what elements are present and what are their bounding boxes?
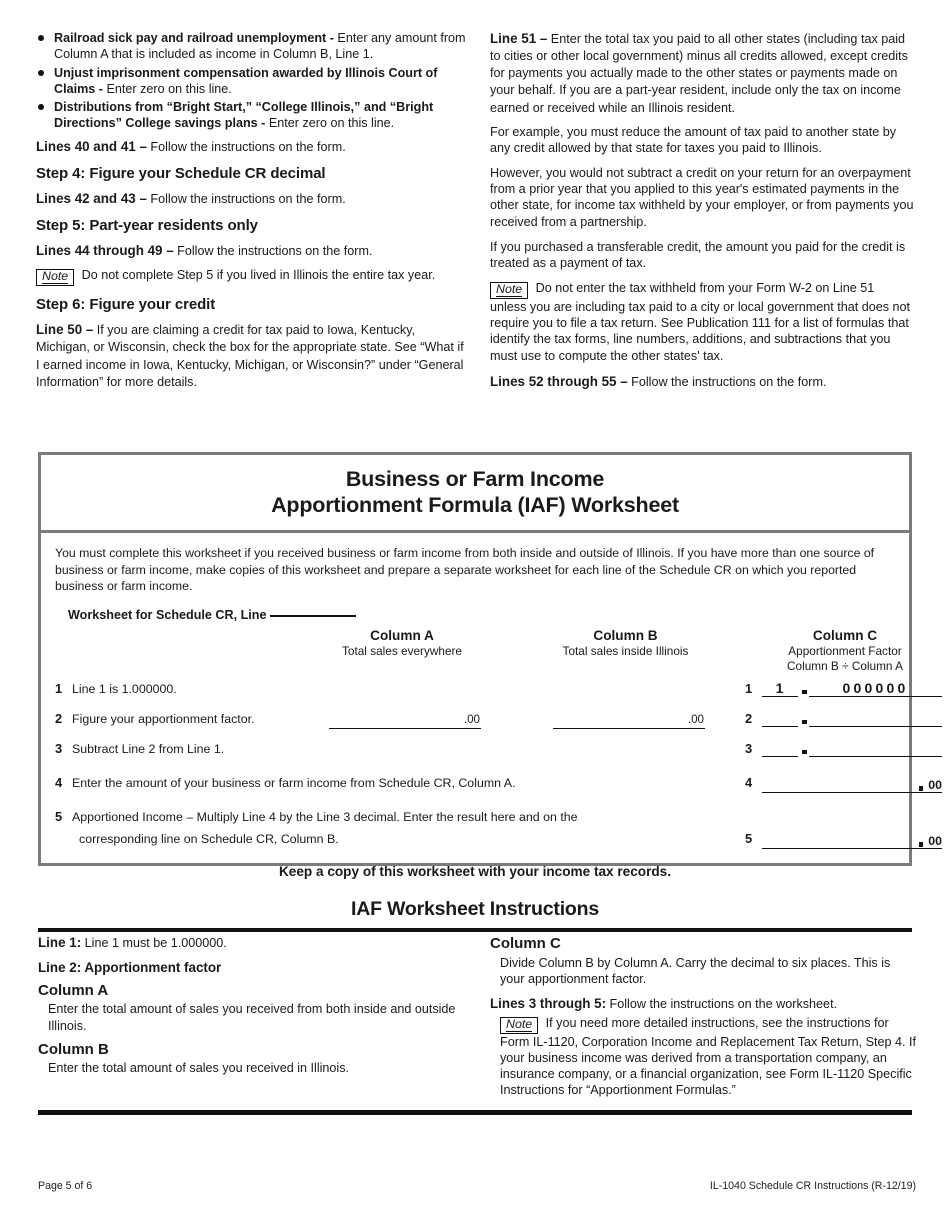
right-instruction-column: [490, 30, 914, 398]
worksheet-schedule-line-text: Worksheet for Schedule CR, Line: [68, 607, 267, 622]
instr-column-a-text: Enter the total amount of sales you received from both inside and outside Illinois.: [48, 1002, 456, 1033]
row-2-label: Figure your apportionment factor.: [72, 711, 255, 726]
worksheet-title: [41, 455, 909, 533]
row-5-label-line-2: corresponding line on Schedule CR, Column B.: [79, 831, 339, 846]
row-1-number: 1: [55, 680, 63, 696]
worksheet-row-1: [55, 678, 909, 708]
instr-note: [500, 1015, 918, 1099]
row-3-label: Subtract Line 2 from Line 1.: [72, 741, 225, 756]
bullet-text: Enter any amount from Column A that is included as income in Column B, Line 1.: [54, 31, 466, 62]
row-2-col-c-number: 2: [745, 710, 753, 726]
line-51-transferable-paragraph: If you purchased a transferable credit, the amount you paid for the credit is treated as a payment of tax.: [490, 239, 906, 270]
lines-52-55-lead: Lines 52 through 55 –: [490, 373, 628, 389]
worksheet-title-line-2: Apportionment Formula (IAF) Worksheet: [271, 493, 679, 518]
note-w2: [490, 280, 914, 364]
lines-52-55-text: Follow the instructions on the form.: [627, 374, 827, 389]
bullet-text: Enter zero on this line.: [103, 81, 232, 96]
lines-40-41-lead: Lines 40 and 41 –: [36, 138, 147, 154]
page-bottom-rule: [38, 1110, 912, 1115]
iaf-instructions-columns: [38, 934, 918, 1099]
instr-lines-3-5-lead: Lines 3 through 5:: [490, 996, 607, 1012]
decimal-point-icon: [802, 720, 807, 725]
step-6-heading: Step 6: Figure your credit: [36, 296, 216, 314]
bullet-dot-icon: [38, 35, 44, 41]
worksheet-row-3: [55, 738, 895, 768]
instr-column-b-text: Enter the total amount of sales you received in Illinois.: [48, 1061, 350, 1076]
bullet-dot-icon: [38, 104, 44, 110]
footer-page-number: Page 5 of 6: [38, 1180, 93, 1192]
iaf-instructions-top-rule: [38, 928, 912, 932]
row-1-col-c-whole[interactable]: 1: [762, 680, 798, 697]
note-badge-label: Note: [506, 1016, 533, 1031]
row-4-number: 4: [55, 774, 63, 790]
worksheet-schedule-line-label: [68, 608, 895, 622]
row-3-col-c-field[interactable]: [762, 738, 942, 760]
row-4-col-c-field[interactable]: [762, 774, 942, 793]
line-50-text: If you are claiming a credit for tax paid to Iowa, Kentucky, Michigan, or Wisconsin, check the box for the appropriate state. See “What if I earned income in Iowa, Kentucky, Michigan, or Wisconsin?” under “General Information” for more details.: [36, 323, 464, 389]
decimal-point-icon: [802, 750, 807, 755]
row-5-cents: 00: [928, 833, 942, 848]
column-b-header: [523, 628, 728, 659]
row-5-col-c-number: 5: [745, 830, 753, 846]
row-2-col-b-field[interactable]: .00: [553, 713, 705, 729]
line-51-heading: [490, 30, 914, 116]
decimal-point-icon: [802, 690, 807, 695]
lines-44-49-heading: [36, 242, 466, 259]
note-badge: [500, 1017, 538, 1034]
decimal-point-icon: [919, 842, 924, 847]
note-badge: [36, 269, 74, 286]
column-a-header: [297, 628, 507, 659]
row-2-col-a-field[interactable]: .00: [329, 713, 481, 729]
worksheet-row-2: [55, 708, 895, 738]
lines-42-43-lead: Lines 42 and 43 –: [36, 190, 147, 206]
lines-44-49-lead: Lines 44 through 49 –: [36, 243, 174, 259]
worksheet-body: [41, 533, 942, 879]
row-4-cents: 00: [928, 777, 942, 792]
decimal-point-icon: [919, 786, 924, 791]
line-51-lead: Line 51 –: [490, 31, 548, 46]
column-c-subtitle-2: Column B ÷ Column A: [787, 658, 903, 673]
worksheet-keep-copy-note: Keep a copy of this worksheet with your income tax records.: [278, 863, 672, 879]
row-3-number: 3: [55, 740, 63, 756]
note-step-5: [36, 267, 466, 286]
instr-column-b-heading: Column B: [38, 1040, 109, 1058]
list-item: [36, 65, 466, 98]
row-4-col-c-number: 4: [745, 774, 753, 790]
bullet-lead: Unjust imprisonment compensation awarded by Illinois Court of Claims -: [54, 65, 438, 96]
column-c-subtitle-1: Apportionment Factor: [788, 644, 902, 659]
iaf-instructions-right-column: [490, 934, 918, 1099]
step-5-heading: Step 5: Part-year residents only: [36, 217, 258, 235]
note-w2-text: Do not enter the tax withheld from your Form W-2 on Line 51 unless you are including tax paid to a city or local government that does not require you to file a tax return. See Publication 111 for a list of formulas that identify the tax forms, line numbers, additions, and subtractions that you must use to compute the other states' tax.: [490, 280, 911, 363]
line-50-lead: Line 50 –: [36, 322, 94, 338]
column-b-subtitle: Total sales inside Illinois: [562, 644, 689, 659]
worksheet-rows: [55, 678, 942, 858]
line-51-example-paragraph: For example, you must reduce the amount of tax paid to another state by any credit allowed by that state for taxes you paid to Illinois.: [490, 124, 897, 156]
instr-lines-3-5-text: Follow the instructions on the worksheet.: [606, 997, 838, 1012]
row-3-col-c-number: 3: [745, 740, 753, 756]
note-badge-label: Note: [42, 269, 69, 284]
subtraction-bullet-list: [36, 30, 466, 132]
instr-line-1-lead: Line 1:: [38, 935, 82, 950]
worksheet-row-4: [55, 772, 942, 806]
row-1-col-c-number: 1: [745, 680, 753, 696]
instr-line-1-heading: [38, 934, 468, 951]
iaf-instructions-title: IAF Worksheet Instructions: [351, 898, 599, 920]
worksheet-column-headers: [55, 627, 903, 674]
lines-52-55-heading: [490, 373, 914, 390]
row-5-number: 5: [55, 808, 63, 824]
row-2-col-c-fraction[interactable]: [809, 710, 942, 727]
line-51-however-paragraph: However, you would not subtract a credit on your return for an overpayment from a prior year that you applied to this year's estimated payments in the other state, for income tax withheld by your employer, or from payments you received from a partnership.: [490, 165, 914, 229]
column-a-title: Column A: [370, 627, 434, 643]
iaf-worksheet-box: [38, 452, 942, 879]
instruction-columns: [36, 30, 920, 398]
bullet-dot-icon: [38, 70, 44, 76]
footer-form-id: IL-1040 Schedule CR Instructions (R-12/19): [709, 1180, 916, 1192]
column-c-title: Column C: [812, 627, 878, 643]
row-5-col-c-field[interactable]: [762, 830, 942, 849]
instr-column-c-heading: Column C: [490, 935, 561, 952]
line-51-text: Enter the total tax you paid to all other states (including tax paid to cities or other local government) minus all credits allowed, except credits for payments you actually made to the other states or payments made on your behalf. If you are a part-year resident, include only the tax on income earned or received while an Illinois resident.: [490, 32, 908, 115]
left-instruction-column: [36, 30, 466, 398]
instr-column-c-text: Divide Column B by Column A. Carry the decimal to six places. This is your apportionment factor.: [500, 955, 891, 986]
column-c-header: [745, 628, 945, 673]
row-2-col-c-field[interactable]: [762, 708, 942, 730]
bullet-lead: Distributions from “Bright Start,” “College Illinois,” and “Bright Directions” College savings plans -: [54, 100, 434, 131]
lines-40-41-heading: [36, 138, 466, 155]
column-a-subtitle: Total sales everywhere: [342, 644, 462, 659]
worksheet-row-5: [55, 806, 942, 858]
column-b-title: Column B: [593, 627, 658, 643]
row-1-col-c-field[interactable]: [762, 678, 942, 700]
lines-44-49-text: Follow the instructions on the form.: [173, 244, 373, 259]
row-1-label: Line 1 is 1.000000.: [72, 681, 177, 696]
line-50-heading: [36, 321, 466, 390]
instr-lines-3-5-heading: [490, 995, 918, 1012]
list-item: [36, 30, 466, 63]
row-3-col-c-fraction[interactable]: [809, 740, 942, 757]
row-1-col-c-fraction[interactable]: 000000: [809, 680, 942, 697]
lines-42-43-heading: [36, 190, 466, 207]
worksheet-title-line-1: Business or Farm Income: [345, 467, 605, 491]
instr-column-a-heading: Column A: [38, 981, 109, 999]
list-item: [36, 99, 466, 132]
worksheet-intro: You must complete this worksheet if you received business or farm income from both inside and outside of Illinois. If you have more than one source of business or farm income, make copies of this worksheet and prepare a separate worksheet for each line of the Schedule CR on which you reported business or farm income.: [55, 546, 875, 594]
lines-40-41-text: Follow the instructions on the form.: [146, 139, 346, 154]
instr-note-text: If you need more detailed instructions, see the instructions for Form IL-1120, Corporation Income and Replacement Tax Return, Step 4. If your business income was derived from a transportation company, an insurance company, or a financial organization, see Form IL-1120 Specific Instructions for “Apportionment Formulas.”: [500, 1015, 917, 1098]
row-4-label: Enter the amount of your business or farm income from Schedule CR, Column A.: [72, 775, 516, 790]
row-5-label-line-1: Apportioned Income – Multiply Line 4 by the Line 3 decimal. Enter the result here and on the: [72, 809, 578, 824]
bullet-lead: Railroad sick pay and railroad unemployment -: [54, 31, 334, 45]
note-step-5-text: Do not complete Step 5 if you lived in Illinois the entire tax year.: [78, 268, 436, 283]
lines-42-43-text: Follow the instructions on the form.: [146, 191, 346, 206]
worksheet-schedule-line-input[interactable]: [270, 615, 356, 617]
row-3-col-c-whole[interactable]: [762, 740, 798, 757]
iaf-instructions-left-column: [38, 934, 468, 1099]
note-badge: [490, 282, 528, 299]
step-4-heading: Step 4: Figure your Schedule CR decimal: [36, 164, 326, 182]
instr-line-2-heading: Line 2: Apportionment factor: [38, 960, 222, 976]
note-badge-label: Note: [496, 281, 523, 296]
bullet-text: Enter zero on this line.: [265, 116, 395, 131]
row-2-col-c-whole[interactable]: [762, 710, 798, 727]
instr-line-1-text: Line 1 must be 1.000000.: [81, 936, 227, 950]
row-2-number: 2: [55, 710, 63, 726]
